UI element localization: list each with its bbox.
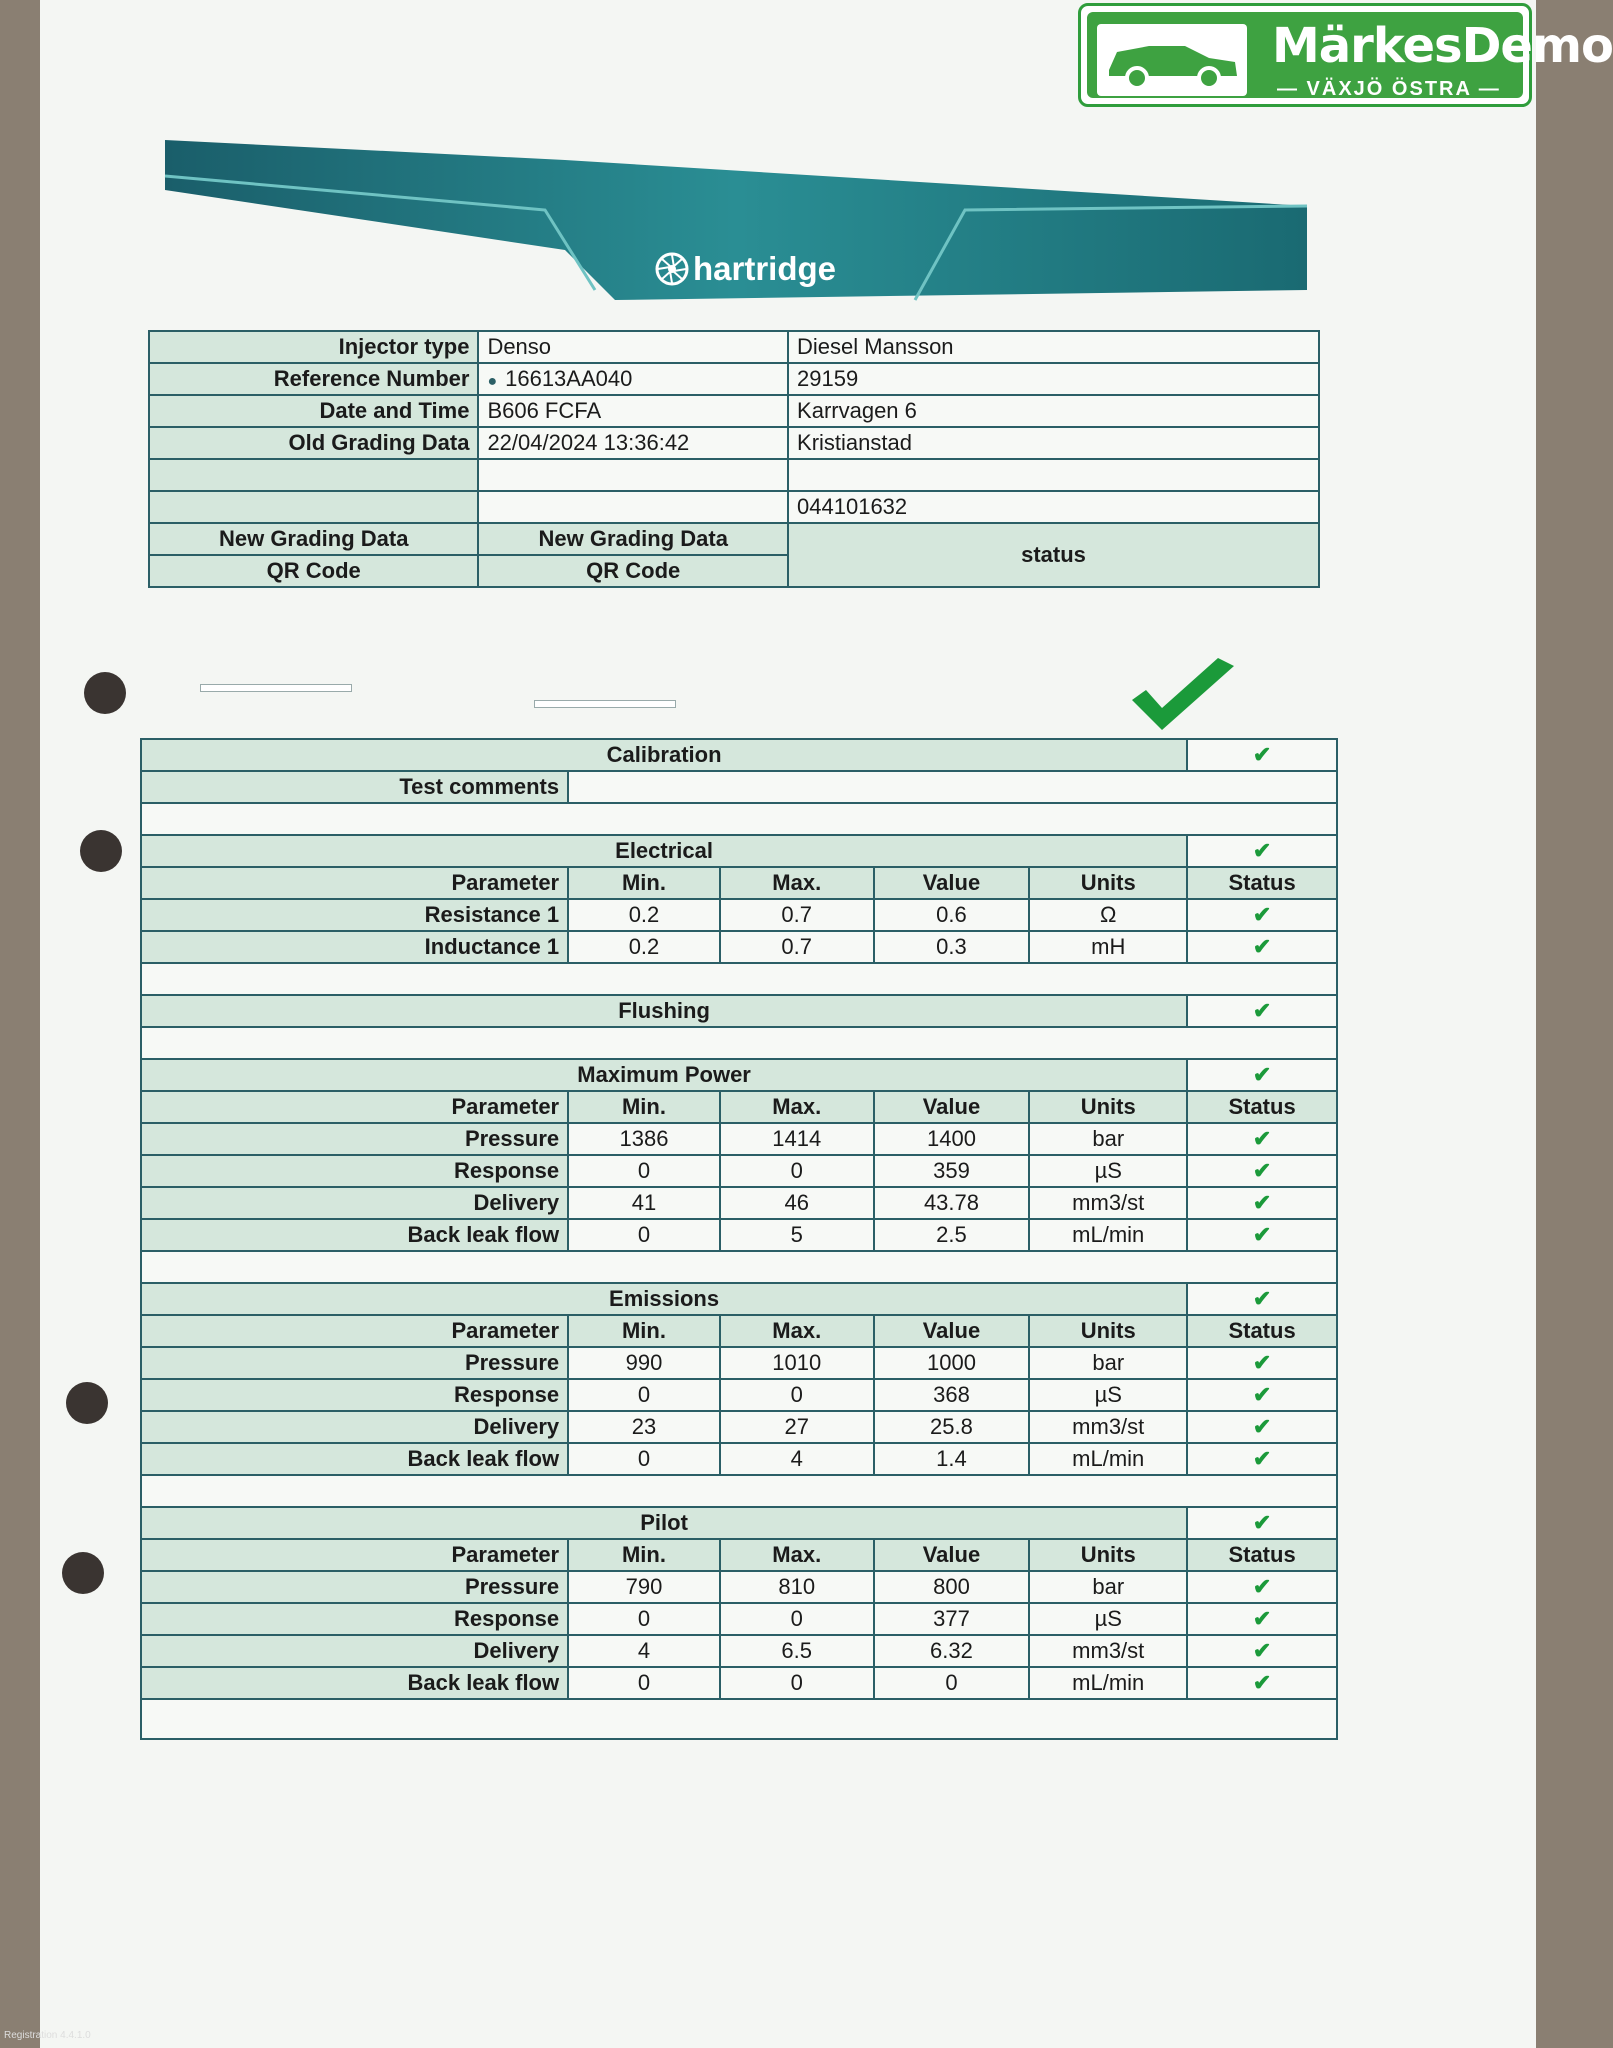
check-icon: ✔ [1187, 1379, 1337, 1411]
section-emissions: Emissions [141, 1283, 1187, 1315]
turbine-icon [655, 252, 689, 286]
spacer [141, 1027, 1337, 1059]
pilot-status: ✔ [1187, 1507, 1337, 1539]
label-status: status [788, 523, 1319, 587]
label-new-grading: New Grading Data [149, 523, 478, 555]
hartridge-logo [655, 250, 836, 288]
user-icon: ● [487, 373, 498, 390]
results-table [140, 738, 1338, 1740]
table-row: Back leak flow 0 5 2.5 mL/min ✔ [141, 1219, 1337, 1251]
column-header-row: Parameter Min. Max. Value Units Status [141, 1091, 1337, 1123]
check-icon: ✔ [1187, 1443, 1337, 1475]
dealer-watermark [1078, 3, 1613, 107]
check-icon: ✔ [1187, 1155, 1337, 1187]
punch-hole [62, 1552, 104, 1594]
value-injector-type: Denso [478, 331, 788, 363]
check-icon: ✔ [1187, 1219, 1337, 1251]
label-test-comments: Test comments [141, 771, 568, 803]
value-part-number: ● 16613AA040 [478, 363, 788, 395]
flushing-status: ✔ [1187, 995, 1337, 1027]
address-line-3: Karrvagen 6 [788, 395, 1319, 427]
table-row: Pressure 790 810 800 bar ✔ [141, 1571, 1337, 1603]
section-pilot: Pilot [141, 1507, 1187, 1539]
label-qr-code-2: QR Code [478, 555, 788, 587]
blank-line [534, 700, 676, 708]
table-row: Delivery 41 46 43.78 mm3/st ✔ [141, 1187, 1337, 1219]
registration-footer: Registration 4.4.1.0 [4, 2030, 91, 2041]
value-blank [478, 491, 788, 523]
table-row: Resistance 1 0.2 0.7 0.6 Ω ✔ [141, 899, 1337, 931]
spacer [141, 963, 1337, 995]
section-calibration: Calibration [141, 739, 1187, 771]
maximum-power-status: ✔ [1187, 1059, 1337, 1091]
value-reference-number: B606 FCFA [478, 395, 788, 427]
electrical-status: ✔ [1187, 835, 1337, 867]
pass-check-icon [1128, 658, 1238, 738]
section-flushing: Flushing [141, 995, 1187, 1027]
address-line-2: 29159 [788, 363, 1319, 395]
address-phone: 044101632 [788, 491, 1319, 523]
watermark-location: — VÄXJÖ ÖSTRA — [1277, 78, 1501, 100]
label-old-grading: Old Grading Data [149, 427, 478, 459]
table-row: Pressure 1386 1414 1400 bar ✔ [141, 1123, 1337, 1155]
column-header-row: Parameter Min. Max. Value Units Status [141, 867, 1337, 899]
value-old-grading [478, 459, 788, 491]
label-date-time: Date and Time [149, 395, 478, 427]
table-row: Response 0 0 368 µS ✔ [141, 1379, 1337, 1411]
column-header-row: Parameter Min. Max. Value Units Status [141, 1315, 1337, 1347]
check-icon: ✔ [1187, 899, 1337, 931]
spacer [141, 803, 1337, 835]
check-icon: ✔ [1187, 1603, 1337, 1635]
header-info-table [148, 330, 1320, 588]
watermark-brand: MärkesDemo [1272, 18, 1613, 74]
table-row: Delivery 4 6.5 6.32 mm3/st ✔ [141, 1635, 1337, 1667]
check-icon: ✔ [1187, 1123, 1337, 1155]
spacer [141, 1699, 1337, 1739]
punch-hole [84, 672, 126, 714]
label-blank-2 [149, 491, 478, 523]
test-comments-field [568, 771, 1337, 803]
section-maximum-power: Maximum Power [141, 1059, 1187, 1091]
check-icon: ✔ [1187, 1635, 1337, 1667]
label-injector-type: Injector type [149, 331, 478, 363]
check-icon: ✔ [1187, 1187, 1337, 1219]
address-line-1: Diesel Mansson [788, 331, 1319, 363]
label-new-grading-2: New Grading Data [478, 523, 788, 555]
spacer [141, 1251, 1337, 1283]
car-icon [1097, 24, 1247, 96]
calibration-status: ✔ [1187, 739, 1337, 771]
check-icon: ✔ [1187, 1347, 1337, 1379]
spacer [141, 1475, 1337, 1507]
blank-line [200, 684, 352, 692]
table-row: Inductance 1 0.2 0.7 0.3 mH ✔ [141, 931, 1337, 963]
check-icon: ✔ [1187, 1411, 1337, 1443]
label-blank [149, 459, 478, 491]
address-line-4: Kristianstad [788, 427, 1319, 459]
value-date-time: 22/04/2024 13:36:42 [478, 427, 788, 459]
address-line-5 [788, 459, 1319, 491]
label-reference-number: Reference Number [149, 363, 478, 395]
label-qr-code: QR Code [149, 555, 478, 587]
column-header-row: Parameter Min. Max. Value Units Status [141, 1539, 1337, 1571]
punch-hole [66, 1382, 108, 1424]
table-row: Back leak flow 0 0 0 mL/min ✔ [141, 1667, 1337, 1699]
check-icon: ✔ [1187, 1571, 1337, 1603]
check-icon: ✔ [1187, 1667, 1337, 1699]
section-electrical: Electrical [141, 835, 1187, 867]
table-row: Pressure 990 1010 1000 bar ✔ [141, 1347, 1337, 1379]
logo-text: hartridge [693, 250, 837, 287]
table-row: Response 0 0 359 µS ✔ [141, 1155, 1337, 1187]
check-icon: ✔ [1187, 931, 1337, 963]
punch-hole [80, 830, 122, 872]
table-row: Response 0 0 377 µS ✔ [141, 1603, 1337, 1635]
table-row: Back leak flow 0 4 1.4 mL/min ✔ [141, 1443, 1337, 1475]
emissions-status: ✔ [1187, 1283, 1337, 1315]
table-row: Delivery 23 27 25.8 mm3/st ✔ [141, 1411, 1337, 1443]
